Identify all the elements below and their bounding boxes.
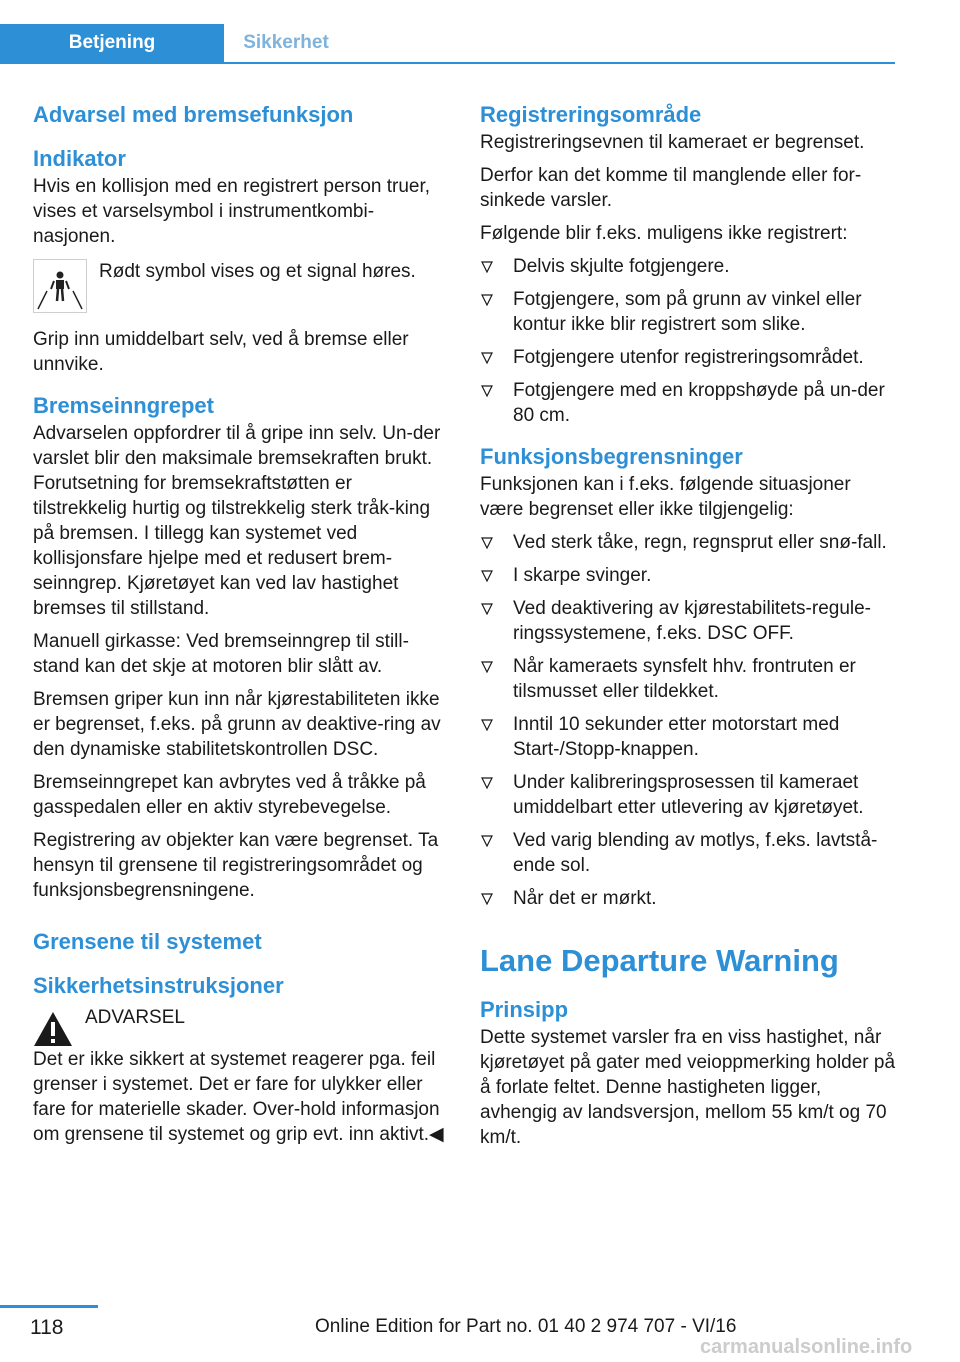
list-item: Fotgjengere utenfor registreringsområdet.: [480, 345, 898, 370]
list-item: Når det er mørkt.: [480, 886, 898, 911]
reg-paragraph-2: Derfor kan det komme til manglende eller for-sinkede varsler.: [480, 165, 862, 211]
page-number: 118: [30, 1316, 64, 1339]
section-tab-bar: [0, 24, 895, 64]
warning-triangle-icon: [33, 1011, 73, 1047]
bullet-triangle-icon: [481, 570, 493, 582]
section-title-grensene: Grensene til systemet: [33, 929, 262, 954]
reg-paragraph-3: Følgende blir f.eks. muligens ikke registrert:: [480, 223, 848, 244]
list-item: Ved deaktivering av kjørestabilitets-regule-ringssystemene, f.eks. DSC OFF.: [480, 596, 898, 646]
subtitle-bremseinngrepet: Bremseinngrepet: [33, 393, 214, 418]
warning-label: ADVARSEL: [85, 1007, 185, 1028]
list-item: Når kameraets synsfelt hhv. frontruten er tilsmusset eller tildekket.: [480, 654, 898, 704]
bremse-paragraph-2: Manuell girkasse: Ved bremseinngrep til still-stand kan det skje at motoren blir slått av.: [33, 631, 409, 677]
indikator-text: Hvis en kollisjon med en registrert person truer, vises et varselsymbol i instrumentkombi-nasjonen.: [33, 176, 431, 247]
bullet-triangle-icon: [481, 603, 493, 615]
bremse-paragraph-5: Registrering av objekter kan være begrenset. Ta hensyn til grensene til registreringsområdet og funksjonsbegrensningene.: [33, 830, 439, 901]
subtitle-indikator: Indikator: [33, 146, 126, 171]
list-item: Ved sterk tåke, regn, regnsprut eller snø-fall.: [480, 530, 898, 555]
bullet-triangle-icon: [481, 661, 493, 673]
edition-text: Online Edition for Part no. 01 40 2 974 707 - VI/16: [315, 1316, 737, 1337]
tab-betjening[interactable]: Betjening: [0, 24, 224, 62]
list-item: Fotgjengere, som på grunn av vinkel eller kontur ikke blir registrert som slike.: [480, 287, 898, 337]
section-title-lane-departure-warning: Lane Departure Warning: [480, 943, 839, 978]
bremse-paragraph-3: Bremsen griper kun inn når kjørestabiliteten ikke er begrenset, f.eks. på grunn av deaktive-ring av den dynamiske stabilitetskontrollen DSC.: [33, 689, 441, 760]
bullet-triangle-icon: [481, 261, 493, 273]
list-item: Fotgjengere med en kroppshøyde på un-der 80 cm.: [480, 378, 898, 428]
funk-paragraph: Funksjonen kan i f.eks. følgende situasjoner være begrenset eller ikke tilgjengelig:: [480, 474, 851, 520]
bullet-triangle-icon: [481, 835, 493, 847]
bremse-paragraph-4: Bremseinngrepet kan avbrytes ved å tråkke på gasspedalen eller en aktiv styrebevegelse.: [33, 772, 426, 818]
bullet-triangle-icon: [481, 352, 493, 364]
bremse-paragraph-1: Advarselen oppfordrer til å gripe inn selv. Un-der varslet blir den maksimale bremsekraften brukt. Forutsetning for bremsekraftstøtten er tilstrekkelig hurtig og tilstrekkelig sterk tråk-king på bremsen. I tillegg kan systemet ved kollisjonsfare hjelpe med et redusert brem-seinngrep. Kjøretøyet kan ved lav hastighet bremses til stillstand.: [33, 423, 441, 619]
symbol-description: Rødt symbol vises og et signal høres.: [99, 261, 416, 282]
pedestrian-symbol-row: [33, 259, 448, 313]
bullet-triangle-icon: [481, 294, 493, 306]
list-item: Delvis skjulte fotgjengere.: [480, 254, 898, 279]
prinsipp-text: Dette systemet varsler fra en viss hastighet, når kjøretøyet på gater med veioppmerking holder på å forlate feltet. Denne hastigheten ligger, avhengig av landsversjon, mellom 55 km/t og 70 km/t.: [480, 1027, 896, 1148]
warning-block: [33, 1005, 448, 1047]
list-item: Under kalibreringsprosessen til kameraet umiddelbart etter utlevering av kjøretøyet.: [480, 770, 898, 820]
subtitle-sikkerhetsinstruksjoner: Sikkerhetsinstruksjoner: [33, 973, 284, 998]
list-item: I skarpe svinger.: [480, 563, 898, 588]
list-item: Ved varig blending av motlys, f.eks. lavtstå-ende sol.: [480, 828, 898, 878]
tab-sikkerhet[interactable]: Sikkerhet: [243, 32, 329, 53]
grip-text: Grip inn umiddelbart selv, ved å bremse eller unnvike.: [33, 329, 409, 375]
warning-text: Det er ikke sikkert at systemet reagerer pga. feil grenser i systemet. Det er fare for ulykker eller fare for materielle skader. Over-hold informasjon om grensene til systemet og grip evt. inn aktivt.◀: [33, 1049, 444, 1145]
subtitle-funksjonsbegrensninger: Funksjonsbegrensninger: [480, 444, 743, 469]
pedestrian-warning-icon: [33, 259, 87, 313]
left-column: [33, 100, 448, 1155]
section-title-advarsel: Advarsel med bremsefunksjon: [33, 102, 354, 127]
bullet-triangle-icon: [481, 385, 493, 397]
registration-limits-list: [480, 254, 898, 428]
right-column: [480, 100, 898, 1158]
bullet-triangle-icon: [481, 719, 493, 731]
reg-paragraph-1: Registreringsevnen til kameraet er begrenset.: [480, 132, 865, 153]
subtitle-prinsipp: Prinsipp: [480, 997, 569, 1022]
bullet-triangle-icon: [481, 537, 493, 549]
function-limits-list: [480, 530, 898, 911]
footer-accent-line: [0, 1305, 98, 1308]
watermark: carmanualsonline.info: [700, 1336, 913, 1358]
bullet-triangle-icon: [481, 777, 493, 789]
bullet-triangle-icon: [481, 893, 493, 905]
subtitle-registreringsomrade: Registreringsområde: [480, 102, 702, 127]
list-item: Inntil 10 sekunder etter motorstart med Start-/Stopp-knappen.: [480, 712, 898, 762]
